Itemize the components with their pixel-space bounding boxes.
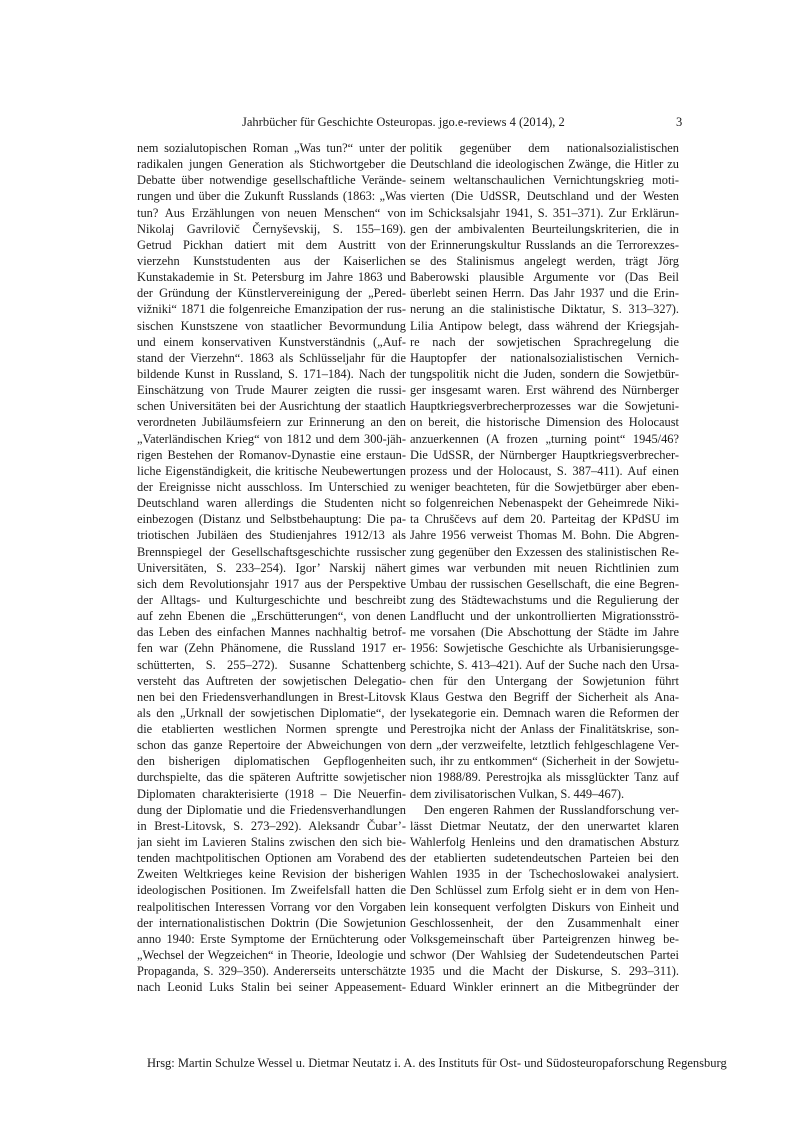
text-line: Hauptkriegsverbrecherprozesses war die Sowjetuni- xyxy=(410,399,679,414)
text-line: versteht das Auftreten der sowjetischen Delegatio- xyxy=(137,673,406,688)
text-line: Geschlossenheit, der den Zusammenhalt einer xyxy=(410,915,679,930)
text-line: dern „der verzweifelte, letztlich fehlgeschlagene Ver- xyxy=(410,738,679,753)
text-line: on bereit, die historische Dimension des Holocaust xyxy=(410,415,679,430)
text-line: und einem konservativen Kunstverständnis („Auf- xyxy=(137,334,406,349)
text-line: verordneten Jubiläumsfeiern zur Erinnerung an den xyxy=(137,415,406,430)
text-line: das Leben des einfachen Mannes nachhaltig betrof- xyxy=(137,625,406,640)
text-line: anno 1940: Erste Symptome der Ernüchterung oder xyxy=(137,931,406,946)
text-line: sischen Kunstszene von staatlicher Bevormundung xyxy=(137,318,406,333)
text-line: such, ihr zu entkommen“ (Sicherheit in der Sowjetu- xyxy=(410,754,679,769)
text-line: Zweiten Weltkrieges keine Revision der bisherigen xyxy=(137,867,406,882)
text-line: fen war (Zehn Phänomene, die Russland 1917 er- xyxy=(137,641,406,656)
text-line: rigen Bestehen der Romanov-Dynastie eine erstaun- xyxy=(137,447,406,462)
text-line: „Wechsel der Wegzeichen“ in Theorie, Ideologie und xyxy=(137,948,406,963)
text-line: nach Leonid Luks Stalin bei seiner Appeasement- xyxy=(137,980,406,995)
text-line: der Erinnerungskultur Russlands an die Terrorexzes- xyxy=(410,237,679,252)
text-line: Den engeren Rahmen der Russlandforschung ver- xyxy=(424,802,679,817)
text-line: se des Stalinismus angelegt werden, trägt Jörg xyxy=(410,253,679,268)
text-line: der Alltags- und Kulturgeschichte und beschreibt xyxy=(137,592,406,607)
text-line: Deutschland die ideologischen Zwänge, die Hitler zu xyxy=(410,157,679,172)
text-line: Klaus Gestwa den Begriff der Sicherheit als Ana- xyxy=(410,689,679,704)
text-line: Landflucht und der unkontrollierten Migrationsströ- xyxy=(410,609,679,624)
text-line: Volksgemeinschaft über Parteigrenzen hinweg be- xyxy=(410,931,679,946)
text-line: me vorsahen (Die Abschottung der Städte im Jahre xyxy=(410,625,679,640)
text-line: schwor (Der Wahlsieg der Sudetendeutschen Partei xyxy=(410,948,679,963)
text-line: Die UdSSR, der Nürnberger Hauptkriegsverbrecher- xyxy=(410,447,679,462)
text-line: radikalen jungen Generation als Stichwortgeber die xyxy=(137,157,406,172)
text-line: lysekategorie ein. Demnach waren die Reformen der xyxy=(410,705,679,720)
text-line: Perestrojka nicht der Anlass der Finalitätskrise, son- xyxy=(410,722,679,737)
text-line: Baberowski plausible Argumente vor (Das Beil xyxy=(410,270,679,285)
text-line: in Brest-Litovsk, S. 273–292). Aleksandr Čubar’- xyxy=(137,818,406,833)
text-line: Wahlen 1935 in der Tschechoslowakei analysiert. xyxy=(410,867,679,882)
text-line: tenden machtpolitischen Optionen am Vorabend des xyxy=(137,851,406,866)
text-line: realpolitischen Interessen Vorrang vor den Vorgaben xyxy=(137,899,406,914)
text-line: vižniki“ 1871 die folgenreiche Emanzipation der rus- xyxy=(137,302,406,317)
text-line: Diplomaten charakterisierte (1918 – Die Neuerfin- xyxy=(137,786,406,801)
text-line: der etablierten sudetendeutschen Parteien bei den xyxy=(410,851,679,866)
text-line: im Schicksalsjahr 1941, S. 351–371). Zur Erklärun- xyxy=(410,205,679,220)
text-line: Lilia Antipow belegt, dass während der Kriegsjah- xyxy=(410,318,679,333)
text-line: „Vaterländischen Krieg“ von 1812 und dem 300-jäh- xyxy=(137,431,406,446)
text-line: der Gründung der Künstlervereinigung der „Pered- xyxy=(137,286,406,301)
text-line: schon das ganze Repertoire der Abweichungen von xyxy=(137,738,406,753)
text-line: Deutschland waren allerdings die Studenten nicht xyxy=(137,496,406,511)
text-line: liche Eigenständigkeit, die kritische Neubewertungen xyxy=(137,463,406,478)
text-line: zung gegenüber den Exzessen des stalinistischen Re- xyxy=(410,544,679,559)
text-line: sich dem Revolutionsjahr 1917 aus der Perspektive xyxy=(137,576,406,591)
text-line: Brennspiegel der Gesellschaftsgeschichte russischer xyxy=(137,544,406,559)
text-line: 1956: Sowjetische Geschichte als Urbanisierungsge- xyxy=(410,641,679,656)
right-column xyxy=(410,140,679,995)
text-line: ta Chruščevs auf dem 20. Parteitag der KPdSU im xyxy=(410,512,679,527)
text-line: schichte, S. 413–421). Auf der Suche nach den Ursa- xyxy=(410,657,679,672)
text-line: prozess und der Holocaust, S. 387–411). Auf einen xyxy=(410,463,679,478)
text-line: gimes war verbunden mit neuen Richtlinien zum xyxy=(410,560,679,575)
text-line: Wahlerfolg Henleins und den dramatischen Absturz xyxy=(410,835,679,850)
text-line: ideologischen Positionen. Im Zweifelsfall hatten die xyxy=(137,883,406,898)
text-line: so folgenreichen Nebenaspekt der Geheimrede Niki- xyxy=(410,496,679,511)
text-line: tun? Aus Erzählungen von neuen Menschen“ von xyxy=(137,205,406,220)
text-line: Hauptopfer der nationalsozialistischen Vernich- xyxy=(410,350,679,365)
text-line: rungen und über die Zukunft Russlands (1863: „Was xyxy=(137,189,406,204)
text-line: Den Schlüssel zum Erfolg sieht er in dem von Hen- xyxy=(410,883,679,898)
text-line: Universitäten, S. 233–254). Igor’ Narskij nähert xyxy=(137,560,406,575)
page-footer: Hrsg: Martin Schulze Wessel u. Dietmar Neutatz i. A. des Instituts für Ost- und Südosteuropaforschung Regensburg xyxy=(147,1056,727,1070)
text-line: jan sieht im Lavieren Stalins zwischen den sich bie- xyxy=(137,835,406,850)
text-line: nerung an die stalinistische Diktatur, S. 313–327). xyxy=(410,302,679,317)
text-line: lein konsequent verfolgten Diskurs von Einheit und xyxy=(410,899,679,914)
text-line: Kunstakademie in St. Petersburg im Jahre 1863 und xyxy=(137,270,406,285)
text-line: schütterten, S. 255–272). Susanne Schattenberg xyxy=(137,657,406,672)
text-line: 1935 und die Macht der Diskurse, S. 293–311). xyxy=(410,964,679,979)
text-line: Eduard Winkler erinnert an die Mitbegründer der xyxy=(410,980,679,995)
text-line: Umbau der russischen Gesellschaft, die eine Begren- xyxy=(410,576,679,591)
text-line: der internationalistischen Doktrin (Die Sowjetunion xyxy=(137,915,406,930)
text-line: dung der Diplomatie und die Friedensverhandlungen xyxy=(137,802,406,817)
text-line: den bisherigen diplomatischen Gepflogenheiten xyxy=(137,754,406,769)
page-number: 3 xyxy=(676,115,683,129)
text-line: nen bei den Friedensverhandlungen in Brest-Litovsk xyxy=(137,689,406,704)
text-line: weniger beachteten, für die Sowjetbürger aber eben- xyxy=(410,479,679,494)
text-line: gen der ambivalenten Beurteilungskriterien, die in xyxy=(410,221,679,236)
text-line: einbezogen (Distanz und Selbstbehauptung: Die pa- xyxy=(137,512,406,527)
text-line: überlebt seinen Herrn. Das Jahr 1937 und die Erin- xyxy=(410,286,679,301)
text-line: stand der Vierzehn“. 1863 als Schlüsseljahr für die xyxy=(137,350,406,365)
text-line: lässt Dietmar Neutatz, der den unerwartet klaren xyxy=(410,818,679,833)
text-line: bildende Kunst in Russland, S. 171–184). Nach der xyxy=(137,366,406,381)
running-header: Jahrbücher für Geschichte Osteuropas. jgo.e-reviews 4 (2014), 2 xyxy=(242,115,565,129)
text-line: politik gegenüber dem nationalsozialistischen xyxy=(410,141,679,155)
text-line: der Ereignisse nicht ausschloss. Im Unterschied zu xyxy=(137,479,406,494)
text-line: vierzehn Kunststudenten aus der Kaiserlichen xyxy=(137,253,406,268)
text-line: die etablierten westlichen Normen sprengte und xyxy=(137,722,406,737)
text-line: zung des Städtewachstums und die Regulierung der xyxy=(410,592,679,607)
text-line: dem zivilisatorischen Vulkan, S. 449–467). xyxy=(410,786,625,801)
text-line: re nach der sowjetischen Sprachregelung die xyxy=(410,334,679,349)
text-line: durchspielte, das die späteren Auftritte sowjetischer xyxy=(137,770,406,785)
text-line: anzuerkennen (A frozen „turning point“ 1945/46? xyxy=(410,431,679,446)
text-line: als den „Urknall der sowjetischen Diplomatie“, der xyxy=(137,705,406,720)
text-line: Jahre 1956 verweist Thomas M. Bohn. Die Abgren- xyxy=(410,528,679,543)
text-line: nion 1988/89. Perestrojka als missglückter Tanz auf xyxy=(410,770,679,785)
text-line: chen für den Untergang der Sowjetunion führt xyxy=(410,673,679,688)
text-line: Debatte über notwendige gesellschaftliche Verände- xyxy=(137,173,406,188)
text-line: Einschätzung von Trude Maurer zeigten die russi- xyxy=(137,383,406,398)
text-line: vierten (Die UdSSR, Deutschland und der Westen xyxy=(410,189,679,204)
left-column xyxy=(137,140,406,995)
text-line: Nikolaj Gavrilovič Černyševskij, S. 155–169). xyxy=(137,221,406,236)
text-line: Getrud Pickhan datiert mit dem Austritt von xyxy=(137,237,406,252)
text-line: triotischen Jubiläen des Studienjahres 1912/13 als xyxy=(137,528,406,543)
text-line: ger insgesamt waren. Erst während des Nürnberger xyxy=(410,383,679,398)
text-line: Propaganda, S. 329–350). Andererseits unterschätzte xyxy=(137,964,406,979)
text-line: nem sozialutopischen Roman „Was tun?“ unter der xyxy=(137,141,406,155)
text-line: tungspolitik nicht die Juden, sondern die Sowjetbür- xyxy=(410,366,679,381)
text-line: auf zehn Ebenen die „Erschütterungen“, von denen xyxy=(137,609,406,624)
text-line: seinem weltanschaulichen Vernichtungskrieg moti- xyxy=(410,173,679,188)
text-line: schen Universitäten bei der Ausrichtung der staatlich xyxy=(137,399,406,414)
